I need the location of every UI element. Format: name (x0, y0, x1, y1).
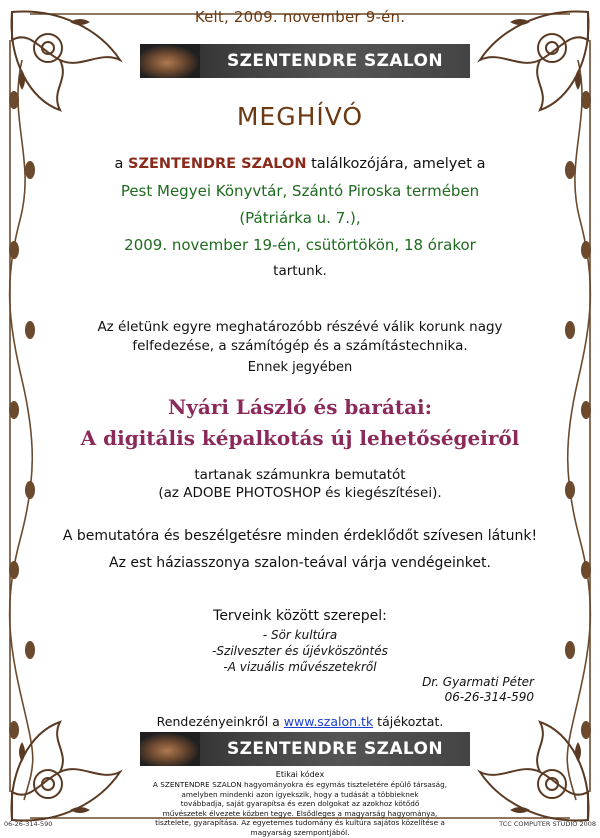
szalon-banner-top (140, 44, 470, 78)
intro-suffix: találkozójára, amelyet a (311, 156, 486, 172)
intro-prefix: a (114, 156, 124, 172)
venue-line: Pest Megyei Könyvtár, Szántó Piroska termében (120, 182, 480, 200)
presentation-line1: tartanak számunkra bemutatót (194, 467, 406, 483)
footer-studio: TCC COMPUTER STUDIO 2008 (499, 820, 596, 828)
date-line: Kelt, 2009. november 9-én. (194, 8, 406, 26)
handshake-image (140, 44, 200, 78)
banner-name: SZENTENDRE SZALON (226, 51, 443, 71)
ethics-line: tisztelete, gyarapítása. Az egyetemes tudomány és kultúra sajátos közelítése a magyarság szempontjából. (155, 818, 445, 837)
speaker-heading: Nyári László és barátai: (167, 395, 433, 419)
info-prefix: Rendezényeinkről a (156, 714, 280, 729)
ethics-text (135, 780, 465, 838)
plans-heading: Terveink között szerepel: (213, 608, 387, 624)
address-line: (Pátriárka u. 7.), (239, 209, 361, 227)
ethics-line: amelyben mindenki azon igyekszik, hogy a tudását a többieknek (181, 789, 419, 799)
plans-item: - Sör kultúra (262, 628, 338, 642)
paragraph-one-line3: Ennek jegyében (247, 360, 353, 375)
topic-heading: A digitális képalkotás új lehetőségeiről (80, 426, 520, 450)
website-link[interactable]: www.szalon.tk (283, 714, 374, 729)
plans-item: -Szilveszter és újévköszöntés (212, 644, 388, 658)
banner-name: SZENTENDRE SZALON (226, 739, 443, 759)
ethics-line: továbbadja, saját gyarapítsa és ezen dolgokat az azokhoz kötődő (180, 799, 420, 809)
plans-item: -A vizuális művészetekről (223, 660, 377, 674)
paragraph-one-line2: felfedezése, a számítógép és a számítástechnika. (132, 338, 468, 354)
info-suffix: tájékoztat. (377, 714, 444, 729)
hostess-line: Az est háziasszonya szalon-teával várja vendégeinket. (109, 555, 491, 571)
footer-phone: 06-26-314-590 (4, 820, 53, 828)
szalon-banner-bottom (140, 732, 470, 766)
signature-name: Dr. Gyarmati Péter (422, 675, 534, 689)
ethics-heading: Etikai kódex (275, 770, 325, 779)
paragraph-one-line1: Az életünk egyre meghatározóbb részévé válik korunk nagy (97, 319, 503, 335)
paragraph-one (0, 318, 600, 356)
welcome-line: A bemutatóra és beszélgetésre minden érdeklődőt szívesen látunk! (62, 528, 538, 544)
datetime-line: 2009. november 19-én, csütörtökön, 18 órakor (124, 236, 476, 254)
info-line (0, 714, 600, 729)
plans-list (0, 627, 600, 675)
intro-brand: SZENTENDRE SZALON (128, 156, 307, 172)
closing-line: tartunk. (273, 263, 327, 279)
intro-line (0, 156, 600, 172)
ethics-line: művészetek élvezete közben tegye. Elsődleges a magyarság hagyománya, (162, 808, 438, 818)
ethics-line: A SZENTENDRE SZALON hagyományokra és egymás tiszteletére épülő társaság, (152, 780, 448, 789)
presentation-text (0, 466, 600, 502)
page-title: MEGHÍVÓ (236, 102, 364, 131)
signature-phone: 06-26-314-590 (444, 690, 534, 704)
presentation-line2: (az ADOBE PHOTOSHOP és kiegészítései). (158, 485, 442, 501)
handshake-image (140, 732, 200, 766)
